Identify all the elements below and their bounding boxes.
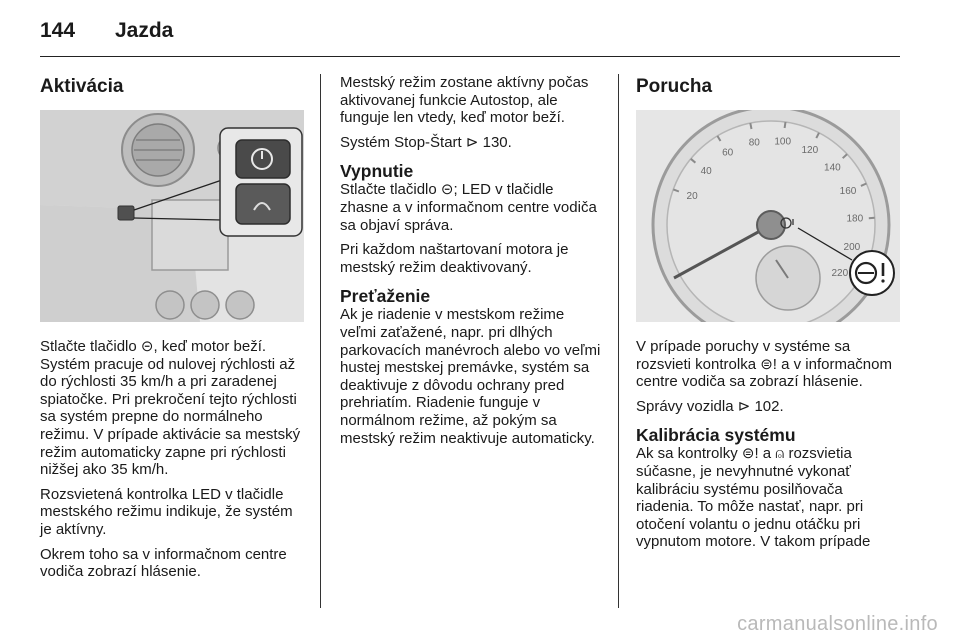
subheading-overload: Preťaženie xyxy=(340,286,431,307)
column-fault xyxy=(636,70,900,558)
gauge-tick-label: 180 xyxy=(846,213,864,225)
subheading-calibration: Kalibrácia systému xyxy=(636,425,796,446)
section-heading-fault: Porucha xyxy=(636,76,713,97)
gauge-tick-label: 20 xyxy=(686,190,698,202)
gauge-tick-label: 40 xyxy=(700,166,712,178)
paragraph: Rozsvietená kontrolka LED v tlačidle mestského režimu indikuje, že systém je aktívny. xyxy=(40,485,293,538)
dashboard-button-illustration xyxy=(40,110,304,322)
gauge-tick-label: 80 xyxy=(748,137,760,149)
paragraph: Okrem toho sa v informačnom centre vodiča zobrazí hlásenie. xyxy=(40,545,287,581)
cross-reference: Správy vozidla ⊳ 102. xyxy=(636,397,784,415)
paragraph: Pri každom naštartovaní motora je mestský režim deaktivovaný. xyxy=(340,241,569,276)
chapter-title: Jazda xyxy=(115,19,174,42)
page-header xyxy=(40,16,900,57)
column-city-mode xyxy=(340,74,604,454)
watermark: carmanualsonline.info xyxy=(737,613,938,635)
column-activation xyxy=(40,70,304,588)
gauge-tick-label: 200 xyxy=(843,242,861,254)
gauge-tick-label: 100 xyxy=(774,136,792,148)
gauge-tick-mark xyxy=(785,122,786,128)
gauge-tick-label: 140 xyxy=(824,162,841,174)
gauge-tick-mark xyxy=(869,218,875,219)
paragraph: Ak sa kontrolky ⊜! a ⍝ rozsvietia súčasne, je nevyhnutné vykonať kalibráciu systému posilňovača riadenia. To môže nastať, napr. pri otočení volantu o jednu otáčku pri vypnutom motore. V takom prípade xyxy=(636,445,871,551)
page-number: 144 xyxy=(40,19,76,42)
speedometer-warning-illustration xyxy=(636,110,900,322)
gauge-tick-label: 120 xyxy=(801,145,819,157)
paragraph: Ak je riadenie v mestskom režime veľmi zaťažené, napr. pri dlhých parkovacích manévroch alebo vo veľmi hustej mestskej premávke, systém sa deaktivuje z dôvodu ochrany pred prehriatím. Riadenie funguje v normálnom režime, až pokým sa mestský režim neaktivuje automaticky. xyxy=(340,306,601,447)
column-divider xyxy=(618,74,619,608)
subheading-deactivation: Vypnutie xyxy=(340,161,414,182)
section-heading-activation: Aktivácia xyxy=(40,76,124,97)
gauge-tick-mark xyxy=(750,123,751,129)
gauge-tick-label: 160 xyxy=(839,186,857,198)
paragraph: V prípade poruchy v systéme sa rozsvieti kontrolka ⊜! a v informačnom centre vodiča sa zobrazí hlásenie. xyxy=(636,338,892,391)
paragraph: Stlačte tlačidlo ⊝; LED v tlačidle zhasne a v informačnom centre vodiča sa objaví správa. xyxy=(340,181,597,234)
column-divider xyxy=(320,74,321,608)
gauge-tick-label: 60 xyxy=(722,147,734,159)
paragraph: Stlačte tlačidlo ⊝, keď motor beží. Systém pracuje od nulovej rýchlosti až do rýchlosti 35 km/h a pri zaradenej spiatočke. Pri prekročení tejto rýchlosti sa systém prepne do normálneho režimu. V prípade aktivácie sa mestský režim automaticky zapne pri rýchlosti nižšej ako 35 km/h. xyxy=(40,338,301,479)
gauge-tick-label: 220 xyxy=(831,267,849,279)
paragraph: Mestský režim zostane aktívny počas aktivovanej funkcie Autostop, ale funguje len vtedy, keď motor beží. xyxy=(340,74,589,127)
cross-reference: Systém Stop-Štart ⊳ 130. xyxy=(340,133,512,151)
